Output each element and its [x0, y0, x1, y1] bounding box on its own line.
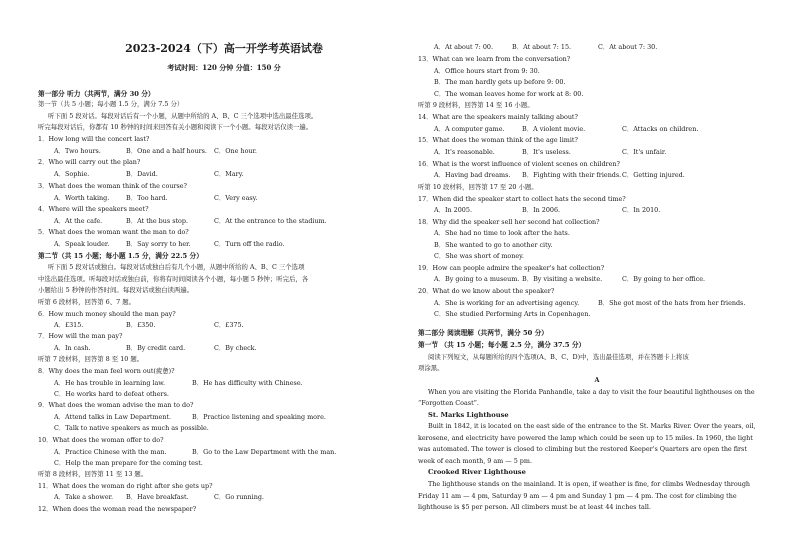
text-line: 听第 8 段材料，回答第 11 至 13 题。 [38, 470, 148, 478]
answer-options [38, 193, 410, 203]
text-line: 听第 10 段材料，回答第 17 至 20 小题。 [418, 183, 538, 191]
text-line: C．She studied Performing Arts in Copenhagen. [434, 310, 591, 318]
text-line: 听第 9 段材料，回答第 14 至 16 小题。 [418, 101, 534, 109]
answer-option: B．She got most of the hats from her friends. [598, 299, 746, 307]
answer-options [38, 169, 410, 179]
answer-options [38, 447, 410, 457]
text-line: 14．What are the speakers mainly talking about? [418, 113, 578, 121]
text-line: 6．How much money should the man pay? [38, 310, 176, 318]
text-line: week of each month, 9 am — 5 pm. [418, 457, 532, 465]
section-heading: 第二节（共 15 小题；每小题 1.5 分，满分 22.5 分） [38, 252, 203, 260]
answer-option: C．By check. [214, 344, 257, 352]
answer-option: C．Attacks on children. [622, 125, 699, 133]
text-line: C．Talk to native speakers as much as possible. [54, 424, 209, 432]
answer-option: B．It's useless. [522, 148, 571, 156]
answer-option: A．Worth taking. [54, 194, 110, 202]
text-line: 13．What can we learn from the conversation? [418, 55, 571, 63]
section-heading: 第一节 （共 15 小题；每小题 2.5 分，满分 37.5 分） [418, 341, 586, 349]
answer-option: A．At the cafe. [54, 217, 103, 225]
answer-option: C．It's unfair. [622, 148, 667, 156]
text-line: 阅读下列短文，从每题所给的四个选项(A、B、C、D)中，选出最佳选项，并在答题卡上将该 [428, 353, 689, 361]
answer-option: C．Very easy. [214, 194, 258, 202]
answer-option: C．Getting injured. [622, 171, 685, 179]
answer-option: B．By visiting a website. [522, 275, 603, 283]
answer-option: B．A violent movie. [522, 125, 586, 133]
text-line: 小题给出 5 秒钟的作答时间。每段对话或独白读两遍。 [38, 286, 194, 294]
answer-option: B．Fighting with their friends. [522, 171, 622, 179]
answer-option: B．Go to the Law Department with the man. [192, 448, 337, 456]
answer-option: B．Have breakfast. [126, 493, 189, 501]
answer-options [38, 146, 410, 156]
answer-option: A．It's reasonable. [434, 148, 495, 156]
answer-option: B．David. [126, 170, 158, 178]
answer-option: B．At about 7: 15. [512, 43, 572, 51]
answer-option: C．£375. [214, 321, 244, 329]
answer-options [418, 147, 776, 157]
answer-options [38, 378, 410, 388]
text-line: 听下面 5 段对话。每段对话后有一个小题，从题中所给的 A、B、C 三个选项中选出最佳选项。 [48, 112, 318, 120]
answer-options [38, 239, 410, 249]
answer-options [38, 412, 410, 422]
text-line: 15．What does the woman think of the age limit? [418, 136, 578, 144]
answer-option: A．Sophie. [54, 170, 90, 178]
text-line: B．The man hardly gets up before 9: 00. [434, 78, 566, 86]
text-line: 10．What does the woman offer to do? [38, 436, 164, 444]
answer-option: A．£315. [54, 321, 84, 329]
text-line: C．He works hard to defeat others. [54, 390, 169, 398]
text-line: 4．Where will the speakers meet? [38, 205, 149, 213]
answer-options [38, 343, 410, 353]
text-line: “Forgotten Coast”. [418, 399, 479, 407]
answer-options [418, 170, 776, 180]
section-heading: St. Marks Lighthouse [428, 411, 509, 419]
section-heading: 第二部分 阅读理解（共两节，满分 50 分） [418, 329, 548, 337]
text-line: 16．What is the worst influence of violent scenes on children? [418, 160, 620, 168]
text-line: 18．Why did the speaker sell her second hat collection? [418, 218, 600, 226]
text-line: Friday 11 am — 4 pm, Saturday 9 am — 4 pm and Sunday 1 pm — 4 pm. The cost for climbing the [418, 492, 737, 500]
text-line: C．She was short of money. [434, 252, 524, 260]
answer-option: B．One and a half hours. [126, 147, 207, 155]
text-line: A．Office hours start from 9: 30. [434, 67, 540, 75]
answer-options [38, 320, 410, 330]
answer-option: C．Go running. [214, 493, 264, 501]
answer-option: A．By going to a museum. [434, 275, 520, 283]
answer-option: A．Having bad dreams. [434, 171, 511, 179]
text-line: 1．How long will the concert last? [38, 135, 150, 143]
answer-option: C．One hour. [214, 147, 257, 155]
answer-option: A．At about 7: 00. [434, 43, 493, 51]
answer-option: B．Practice listening and speaking more. [192, 413, 326, 421]
answer-option: A．Take a shower. [54, 493, 113, 501]
text-line: The lighthouse stands on the mainland. It is open, if weather is fine, for climbs Wednesday through [428, 480, 751, 488]
section-heading: Crooked River Lighthouse [428, 468, 526, 476]
answer-option: C．At the entrance to the stadium. [214, 217, 327, 225]
answer-option: A．She is working for an advertising agency. [434, 299, 580, 307]
answer-option: A．Two hours. [54, 147, 101, 155]
text-line: 19．How can people admire the speaker's hat collection? [418, 264, 605, 272]
text-line: 7．How will the man pay? [38, 332, 123, 340]
answer-option: B．In 2006. [522, 206, 561, 214]
answer-option: C．Mary. [214, 170, 244, 178]
answer-option: B．Too hard. [126, 194, 168, 202]
text-line: 听第 6 段材料，回答第 6、7 题。 [38, 298, 136, 306]
text-line: 8．Why does the man feel worn out(疲惫)? [38, 367, 175, 375]
text-line: lighthouse is $5 per person. All climbers must be at least 44 inches tall. [418, 503, 651, 511]
text-line: 中选出最佳选项。听每段对话或独白前，你将有时间阅读各个小题，每小题 5 秒钟；听完后，各 [38, 275, 309, 283]
text-line: 9．What does the woman advise the man to do? [38, 401, 194, 409]
text-line: was automated. The tower is closed to climbing but the restored Keeper's Quarters are open the first [418, 445, 747, 453]
answer-option: B．At the bus stop. [126, 217, 189, 225]
answer-option: A．He has trouble in learning law. [54, 379, 166, 387]
exam-info: 考试时间：120 分钟 分值：150 分 [167, 63, 281, 72]
answer-options [418, 42, 776, 52]
answer-option: B．By credit card. [126, 344, 186, 352]
answer-option: C．At about 7: 30. [598, 43, 658, 51]
answer-option: A．Practice Chinese with the man. [54, 448, 167, 456]
answer-option: C．In 2010. [622, 206, 661, 214]
section-heading: 第一部分 听力（共两节，满分 30 分） [38, 90, 155, 98]
text-line: 17．When did the speaker start to collect hats the second time? [418, 195, 626, 203]
answer-option: B．He has difficulty with Chinese. [192, 379, 303, 387]
text-line: 听下面 5 段对话或独白。每段对话或独白后有几个小题，从题中所给的 A、B、C 三个选项 [48, 263, 305, 271]
text-line: B．She wanted to go to another city. [434, 241, 553, 249]
text-line: 项涂黑。 [418, 364, 444, 372]
text-line: A [594, 376, 600, 384]
text-line: 12．When does the woman read the newspaper? [38, 505, 197, 513]
answer-options [418, 205, 776, 215]
answer-option: A．A computer game. [434, 125, 505, 133]
answer-option: B．£350. [126, 321, 156, 329]
text-line: C．Help the man prepare for the coming test. [54, 459, 203, 467]
answer-option: A．In cash. [54, 344, 91, 352]
text-line: 2．Who will carry out the plan? [38, 158, 141, 166]
text-line: 听第 7 段材料，回答第 8 至 10 题。 [38, 355, 144, 363]
answer-options [418, 274, 776, 284]
text-line: kerosene, and electricity have powered the lamp which could be seen up to 15 miles. In 1960, the light [418, 434, 753, 442]
text-line: 第一节（共 5 小题；每小题 1.5 分，满分 7.5 分） [38, 100, 184, 108]
answer-option: A．Attend talks in Law Department. [54, 413, 172, 421]
answer-options [418, 298, 776, 308]
text-line: 5．What does the woman want the man to do? [38, 228, 189, 236]
text-line: When you are visiting the Florida Panhandle, take a day to visit the four beautiful lighthouses on the [428, 388, 755, 396]
answer-options [38, 492, 410, 502]
text-line: Built in 1842, it is located on the east side of the entrance to the St. Marks River. Over the years, oil, [428, 422, 756, 430]
text-line: 3．What does the woman think of the course? [38, 182, 187, 190]
text-line: 11．What does the woman do right after she gets up? [38, 482, 213, 490]
answer-options [38, 216, 410, 226]
answer-option: A．In 2005. [434, 206, 472, 214]
text-line: 听完每段对话后，你都有 10 秒钟的时间来回答有关小题和阅读下一个小题。每段对话仅读一遍。 [38, 123, 313, 131]
answer-option: C．Turn off the radio. [214, 240, 285, 248]
answer-options [418, 124, 776, 134]
answer-option: A．Speak louder. [54, 240, 110, 248]
answer-option: C．By going to her office. [622, 275, 706, 283]
answer-option: B．Say sorry to her. [126, 240, 191, 248]
text-line: 20．What do we know about the speaker? [418, 287, 555, 295]
page-title: 2023-2024（下）高一开学考英语试卷 [125, 42, 323, 55]
text-line: A．She had no time to look after the hats. [434, 229, 570, 237]
text-line: C．The woman leaves home for work at 8: 00. [434, 90, 584, 98]
